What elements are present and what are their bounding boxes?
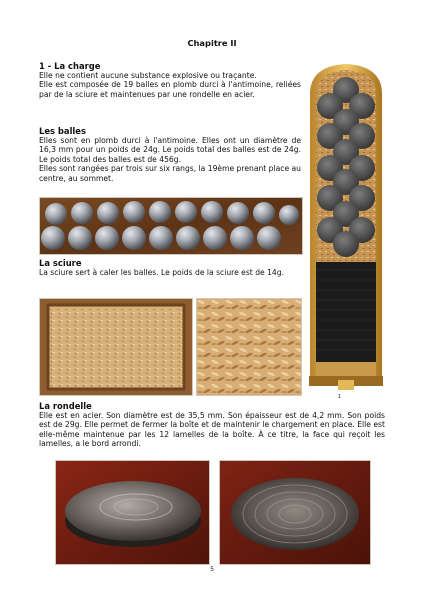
sawdust-box-photo bbox=[39, 298, 193, 396]
chapter-title: Chapitre II bbox=[187, 38, 237, 48]
figure-label: 1 bbox=[338, 394, 342, 400]
text-sciure-1: La sciure sert à caler les balles. Le poids de la sciure est de 14g. bbox=[39, 268, 284, 277]
heading-rondelle: La rondelle bbox=[39, 401, 92, 411]
washer-photo-1 bbox=[55, 460, 210, 565]
paragraph-sciure bbox=[39, 268, 301, 277]
washer-graphic-2 bbox=[220, 461, 370, 564]
paragraph-balles bbox=[39, 136, 301, 183]
text-charge-1: Elle ne contient aucune substance explosive ou traçante. bbox=[39, 71, 257, 80]
sawdust-box-graphic bbox=[40, 299, 192, 395]
page-number: 5 bbox=[210, 566, 214, 573]
paragraph-charge bbox=[39, 71, 301, 99]
balls-photo bbox=[39, 197, 303, 255]
heading-charge: 1 - La charge bbox=[39, 61, 101, 71]
heading-balles: Les balles bbox=[39, 126, 86, 136]
heading-sciure: La sciure bbox=[39, 258, 82, 268]
text-rondelle-1: Elle est en acier. Son diamètre est de 35,5 mm. Son épaisseur est de 4,2 mm. Son poids est de 29g. Elle permet de fermer la boîte et de maintenir le chargement en place. Elle est elle-même maintenue par les 12 lamelles de la boîte. À ce titre, la face qui reçoit les lamelles, a le bord arrondi. bbox=[39, 411, 385, 449]
cartridge-cross-section-graphic bbox=[306, 64, 386, 394]
balls-photo-graphic bbox=[40, 198, 302, 254]
washer-graphic-1 bbox=[56, 461, 209, 564]
text-charge-2: Elle est composée de 19 balles en plomb durci à l'antimoine, reliées par de la sciure et maintenues par une rondelle en acier. bbox=[39, 80, 301, 99]
sawdust-closeup-graphic bbox=[197, 299, 301, 395]
text-balles-1: Elles sont en plomb durci à l'antimoine. Elles ont un diamètre de 16,3 mm pour un poids de 24g. Le poids total des balles est de 24g. Le poids total des balles est de 456g. bbox=[39, 136, 301, 164]
washer-photo-2 bbox=[219, 460, 371, 565]
text-balles-2: Elles sont rangées par trois sur six rangs, la 19ème prenant place au centre, au sommet. bbox=[39, 164, 301, 183]
cartridge-cross-section bbox=[306, 64, 386, 394]
paragraph-rondelle bbox=[39, 411, 385, 449]
sawdust-closeup-photo bbox=[196, 298, 302, 396]
